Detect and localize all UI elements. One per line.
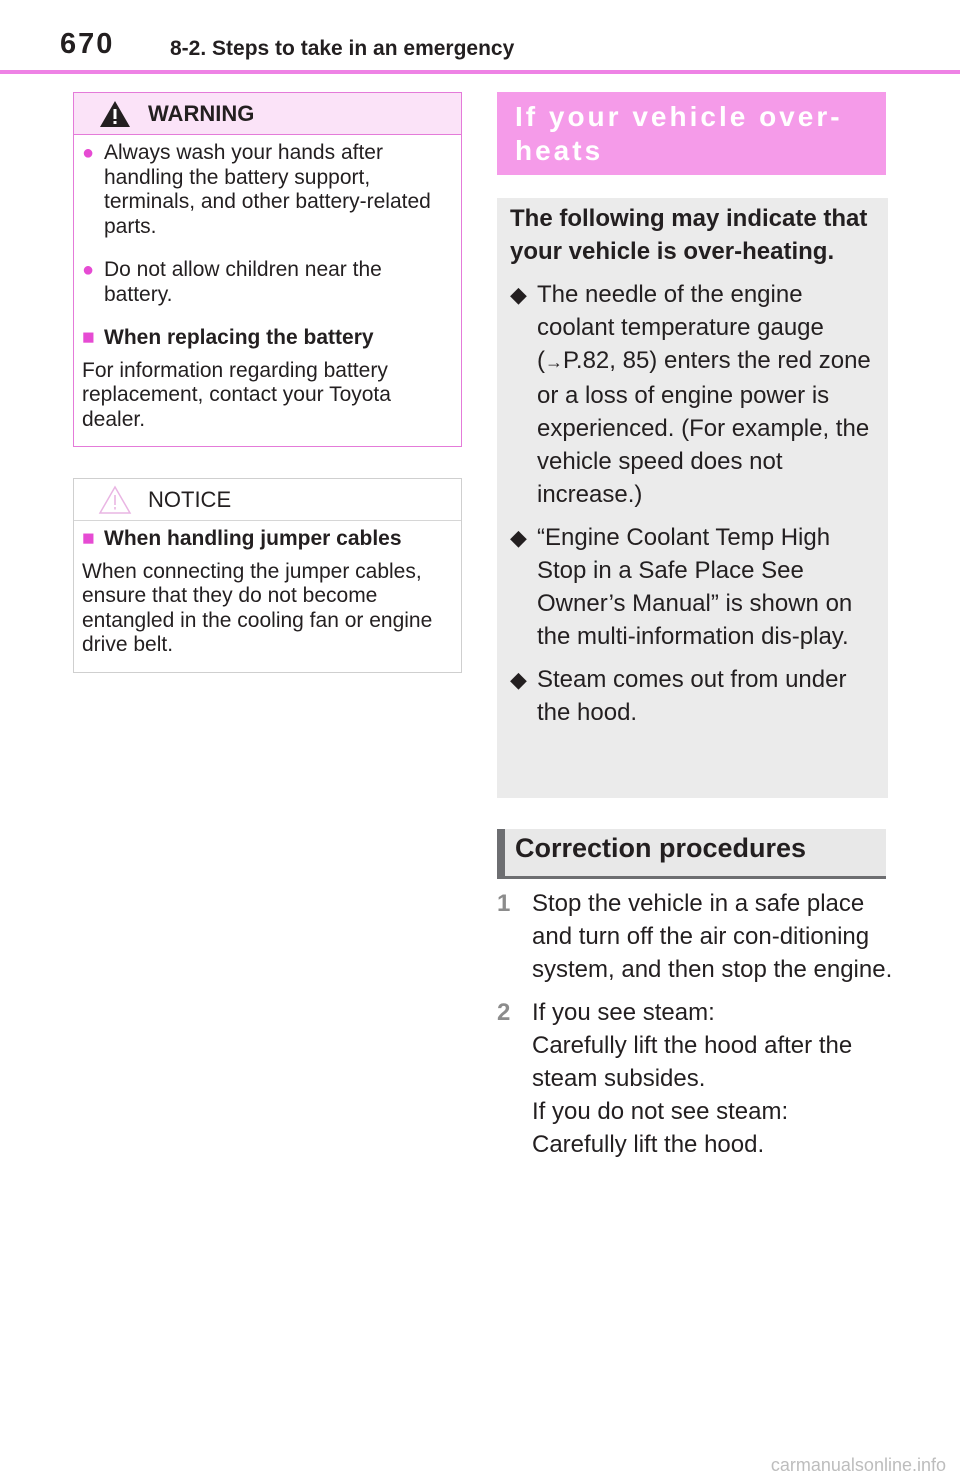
step-text: Stop the vehicle in a safe place and turn off the air con-ditioning system, and then stop the engine. [532, 890, 893, 983]
diamond-bullet-icon: ◆ [510, 282, 527, 307]
notice-header [74, 479, 461, 521]
section-title: 8-2. Steps to take in an emergency [170, 37, 515, 60]
page-reference-arrow-icon: → [545, 352, 563, 372]
overheat-intro: The following may indicate that your vehicle is over-heating. [510, 205, 868, 265]
symptom-text: Steam comes out from under the hood. [537, 666, 847, 726]
square-bullet-icon: ■ [82, 326, 95, 349]
overheat-heading: If your vehicle over-heats [497, 92, 886, 175]
bullet-dot-icon: ● [82, 142, 95, 164]
symptom-text [537, 278, 874, 511]
notice-subheading [82, 527, 453, 552]
page-reference-link[interactable]: P.82, 85) enters the red zone or a loss of engine power is experienced. (For example, the vehicle speed does not increase.) [537, 347, 871, 508]
warning-subheading [82, 326, 453, 351]
correction-step [497, 887, 897, 986]
notice-paragraph: When connecting the jumper cables, ensure that they do not become entangled in the cooling fan or engine drive belt. [82, 559, 433, 656]
warning-box [73, 92, 462, 447]
warning-triangle-icon [98, 99, 132, 129]
step-number: 2 [497, 999, 511, 1026]
correction-steps [497, 887, 897, 1171]
symptom-item [510, 663, 874, 729]
symptom-item [510, 278, 874, 511]
square-bullet-icon: ■ [82, 527, 95, 550]
diamond-bullet-icon: ◆ [510, 667, 527, 692]
warning-subheading-text: When replacing the battery [104, 326, 374, 349]
notice-subheading-text: When handling jumper cables [104, 527, 402, 550]
overheat-symptoms-box [497, 198, 888, 798]
diamond-bullet-icon: ◆ [510, 525, 527, 550]
warning-bullet-text: Do not allow children near the battery. [104, 258, 382, 306]
symptom-item [510, 521, 874, 653]
step-number: 1 [497, 890, 511, 917]
symptom-text-part: The needle of the engine coolant temperature gauge ( [537, 281, 824, 374]
header-rule [0, 70, 960, 74]
warning-header [74, 93, 461, 135]
notice-box [73, 478, 462, 673]
warning-bullet-text: Always wash your hands after handling the battery support, terminals, and other battery-related parts. [104, 141, 431, 238]
watermark: carmanualsonline.info [770, 1455, 946, 1475]
warning-bullet [82, 258, 453, 307]
notice-triangle-icon [98, 485, 132, 515]
step-text: If you see steam: Carefully lift the hood after the steam subsides. If you do not see steam: Carefully lift the hood. [532, 999, 853, 1158]
bullet-dot-icon: ● [82, 259, 95, 281]
warning-paragraph: For information regarding battery replacement, contact your Toyota dealer. [82, 358, 391, 431]
page-number: 670 [60, 28, 115, 60]
correction-step [497, 996, 897, 1161]
notice-title: NOTICE [148, 487, 232, 512]
symptom-text: “Engine Coolant Temp High Stop in a Safe Place See Owner’s Manual” is shown on the multi-information dis-play. [537, 524, 853, 650]
correction-heading: Correction procedures [497, 829, 886, 879]
warning-bullet [82, 141, 453, 239]
warning-title: WARNING [148, 101, 255, 126]
